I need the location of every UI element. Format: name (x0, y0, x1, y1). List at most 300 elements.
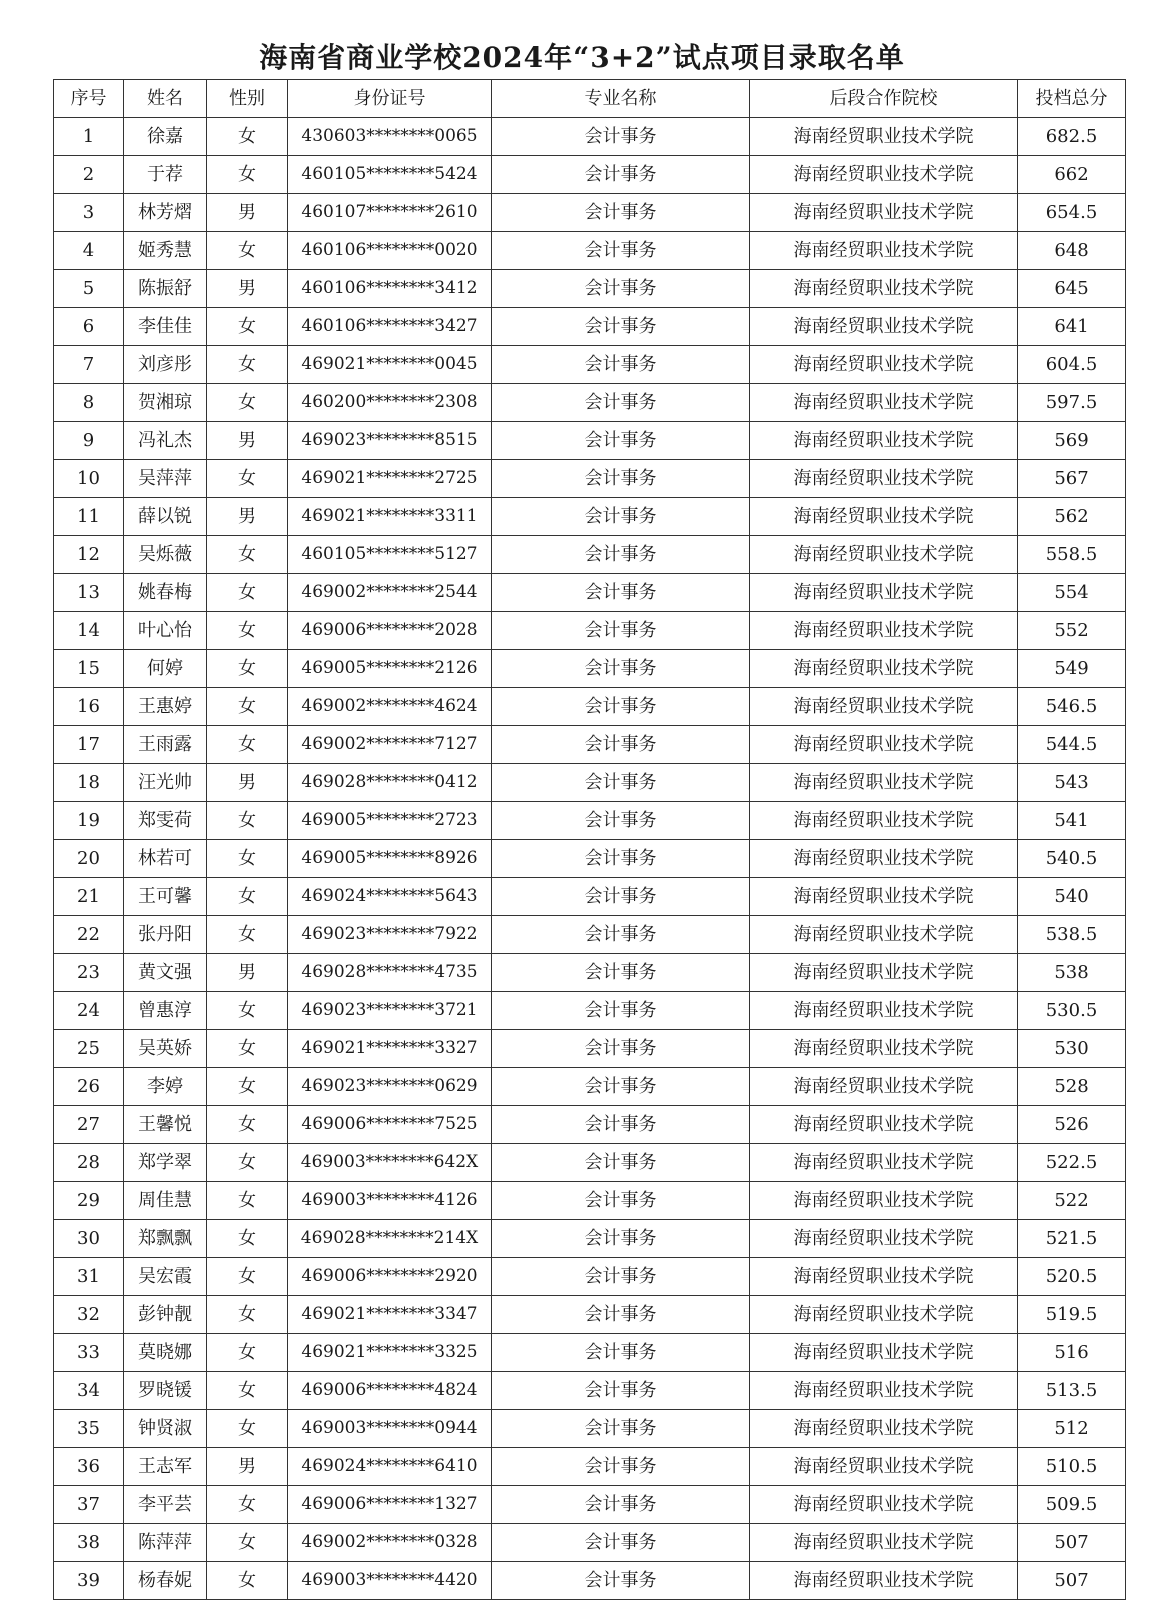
name-cell: 钟贤淑 (124, 1410, 207, 1448)
table-row (54, 460, 1126, 498)
seq-cell: 23 (54, 954, 124, 992)
seq-cell: 15 (54, 650, 124, 688)
id-number-cell: 469002********2544 (288, 574, 492, 612)
major-cell: 会计事务 (492, 916, 750, 954)
score-cell: 509.5 (1018, 1486, 1126, 1524)
gender-cell: 女 (207, 1372, 288, 1410)
seq-cell: 7 (54, 346, 124, 384)
seq-cell: 33 (54, 1334, 124, 1372)
id-number-cell: 469005********2723 (288, 802, 492, 840)
id-number-cell: 469006********7525 (288, 1106, 492, 1144)
score-cell: 512 (1018, 1410, 1126, 1448)
name-cell: 黄文强 (124, 954, 207, 992)
table-row (54, 308, 1126, 346)
score-cell: 562 (1018, 498, 1126, 536)
major-cell: 会计事务 (492, 422, 750, 460)
gender-cell: 女 (207, 1106, 288, 1144)
id-number-cell: 469024********6410 (288, 1448, 492, 1486)
table-header (54, 80, 1126, 118)
major-cell: 会计事务 (492, 1334, 750, 1372)
major-cell: 会计事务 (492, 802, 750, 840)
seq-cell: 4 (54, 232, 124, 270)
name-cell: 王志军 (124, 1448, 207, 1486)
id-number-cell: 469023********0629 (288, 1068, 492, 1106)
major-cell: 会计事务 (492, 1030, 750, 1068)
partner-school-cell: 海南经贸职业技术学院 (750, 1220, 1018, 1258)
score-cell: 558.5 (1018, 536, 1126, 574)
gender-cell: 女 (207, 1562, 288, 1600)
header-id-number: 身份证号 (288, 80, 492, 118)
partner-school-cell: 海南经贸职业技术学院 (750, 1562, 1018, 1600)
seq-cell: 14 (54, 612, 124, 650)
major-cell: 会计事务 (492, 346, 750, 384)
partner-school-cell: 海南经贸职业技术学院 (750, 156, 1018, 194)
table-row (54, 916, 1126, 954)
gender-cell: 女 (207, 1220, 288, 1258)
partner-school-cell: 海南经贸职业技术学院 (750, 1144, 1018, 1182)
score-cell: 567 (1018, 460, 1126, 498)
score-cell: 543 (1018, 764, 1126, 802)
name-cell: 冯礼杰 (124, 422, 207, 460)
name-cell: 吴英娇 (124, 1030, 207, 1068)
gender-cell: 男 (207, 498, 288, 536)
partner-school-cell: 海南经贸职业技术学院 (750, 992, 1018, 1030)
table-row (54, 1486, 1126, 1524)
id-number-cell: 469006********4824 (288, 1372, 492, 1410)
id-number-cell: 469003********642X (288, 1144, 492, 1182)
table-row (54, 1258, 1126, 1296)
major-cell: 会计事务 (492, 612, 750, 650)
name-cell: 徐嘉 (124, 118, 207, 156)
id-number-cell: 469003********0944 (288, 1410, 492, 1448)
gender-cell: 女 (207, 650, 288, 688)
gender-cell: 女 (207, 1524, 288, 1562)
partner-school-cell: 海南经贸职业技术学院 (750, 460, 1018, 498)
table-row (54, 1144, 1126, 1182)
name-cell: 吴萍萍 (124, 460, 207, 498)
seq-cell: 12 (54, 536, 124, 574)
id-number-cell: 469028********0412 (288, 764, 492, 802)
major-cell: 会计事务 (492, 1524, 750, 1562)
gender-cell: 女 (207, 118, 288, 156)
score-cell: 569 (1018, 422, 1126, 460)
id-number-cell: 469006********1327 (288, 1486, 492, 1524)
partner-school-cell: 海南经贸职业技术学院 (750, 346, 1018, 384)
major-cell: 会计事务 (492, 536, 750, 574)
id-number-cell: 469005********8926 (288, 840, 492, 878)
id-number-cell: 469021********3347 (288, 1296, 492, 1334)
id-number-cell: 460106********3427 (288, 308, 492, 346)
table-row (54, 498, 1126, 536)
table-row (54, 764, 1126, 802)
id-number-cell: 469024********5643 (288, 878, 492, 916)
major-cell: 会计事务 (492, 1182, 750, 1220)
score-cell: 522 (1018, 1182, 1126, 1220)
table-row (54, 1448, 1126, 1486)
score-cell: 522.5 (1018, 1144, 1126, 1182)
header-partner-school: 后段合作院校 (750, 80, 1018, 118)
gender-cell: 女 (207, 1144, 288, 1182)
table-row (54, 726, 1126, 764)
id-number-cell: 469021********0045 (288, 346, 492, 384)
gender-cell: 女 (207, 1030, 288, 1068)
gender-cell: 女 (207, 1486, 288, 1524)
id-number-cell: 469002********4624 (288, 688, 492, 726)
major-cell: 会计事务 (492, 726, 750, 764)
header-total-score: 投档总分 (1018, 80, 1126, 118)
name-cell: 曾惠淳 (124, 992, 207, 1030)
gender-cell: 女 (207, 612, 288, 650)
score-cell: 526 (1018, 1106, 1126, 1144)
partner-school-cell: 海南经贸职业技术学院 (750, 1448, 1018, 1486)
seq-cell: 2 (54, 156, 124, 194)
major-cell: 会计事务 (492, 1486, 750, 1524)
name-cell: 叶心怡 (124, 612, 207, 650)
major-cell: 会计事务 (492, 118, 750, 156)
seq-cell: 35 (54, 1410, 124, 1448)
table-row (54, 346, 1126, 384)
gender-cell: 女 (207, 232, 288, 270)
table-row (54, 1182, 1126, 1220)
partner-school-cell: 海南经贸职业技术学院 (750, 498, 1018, 536)
table-row (54, 992, 1126, 1030)
score-cell: 510.5 (1018, 1448, 1126, 1486)
score-cell: 682.5 (1018, 118, 1126, 156)
seq-cell: 19 (54, 802, 124, 840)
seq-cell: 24 (54, 992, 124, 1030)
id-number-cell: 430603********0065 (288, 118, 492, 156)
id-number-cell: 469021********2725 (288, 460, 492, 498)
major-cell: 会计事务 (492, 954, 750, 992)
score-cell: 645 (1018, 270, 1126, 308)
id-number-cell: 469023********8515 (288, 422, 492, 460)
partner-school-cell: 海南经贸职业技术学院 (750, 1030, 1018, 1068)
seq-cell: 38 (54, 1524, 124, 1562)
gender-cell: 女 (207, 156, 288, 194)
major-cell: 会计事务 (492, 232, 750, 270)
gender-cell: 女 (207, 346, 288, 384)
score-cell: 641 (1018, 308, 1126, 346)
partner-school-cell: 海南经贸职业技术学院 (750, 954, 1018, 992)
gender-cell: 女 (207, 802, 288, 840)
seq-cell: 8 (54, 384, 124, 422)
gender-cell: 女 (207, 460, 288, 498)
partner-school-cell: 海南经贸职业技术学院 (750, 1334, 1018, 1372)
score-cell: 538.5 (1018, 916, 1126, 954)
partner-school-cell: 海南经贸职业技术学院 (750, 688, 1018, 726)
name-cell: 姬秀慧 (124, 232, 207, 270)
score-cell: 541 (1018, 802, 1126, 840)
major-cell: 会计事务 (492, 840, 750, 878)
major-cell: 会计事务 (492, 1258, 750, 1296)
seq-cell: 34 (54, 1372, 124, 1410)
gender-cell: 女 (207, 1258, 288, 1296)
name-cell: 林若可 (124, 840, 207, 878)
name-cell: 林芳熠 (124, 194, 207, 232)
gender-cell: 女 (207, 1296, 288, 1334)
partner-school-cell: 海南经贸职业技术学院 (750, 308, 1018, 346)
name-cell: 刘彦彤 (124, 346, 207, 384)
major-cell: 会计事务 (492, 1144, 750, 1182)
seq-cell: 10 (54, 460, 124, 498)
id-number-cell: 469028********4735 (288, 954, 492, 992)
table-row (54, 1220, 1126, 1258)
score-cell: 516 (1018, 1334, 1126, 1372)
name-cell: 王惠婷 (124, 688, 207, 726)
partner-school-cell: 海南经贸职业技术学院 (750, 574, 1018, 612)
score-cell: 554 (1018, 574, 1126, 612)
major-cell: 会计事务 (492, 156, 750, 194)
seq-cell: 17 (54, 726, 124, 764)
partner-school-cell: 海南经贸职业技术学院 (750, 726, 1018, 764)
major-cell: 会计事务 (492, 688, 750, 726)
score-cell: 648 (1018, 232, 1126, 270)
name-cell: 王馨悦 (124, 1106, 207, 1144)
id-number-cell: 469028********214X (288, 1220, 492, 1258)
gender-cell: 男 (207, 194, 288, 232)
major-cell: 会计事务 (492, 1220, 750, 1258)
score-cell: 528 (1018, 1068, 1126, 1106)
table-row (54, 688, 1126, 726)
partner-school-cell: 海南经贸职业技术学院 (750, 840, 1018, 878)
table-row (54, 802, 1126, 840)
major-cell: 会计事务 (492, 384, 750, 422)
score-cell: 507 (1018, 1524, 1126, 1562)
table-row (54, 232, 1126, 270)
partner-school-cell: 海南经贸职业技术学院 (750, 270, 1018, 308)
id-number-cell: 460106********0020 (288, 232, 492, 270)
name-cell: 郑飘飘 (124, 1220, 207, 1258)
gender-cell: 男 (207, 422, 288, 460)
id-number-cell: 469021********3311 (288, 498, 492, 536)
name-cell: 李婷 (124, 1068, 207, 1106)
gender-cell: 女 (207, 574, 288, 612)
partner-school-cell: 海南经贸职业技术学院 (750, 802, 1018, 840)
major-cell: 会计事务 (492, 764, 750, 802)
admission-list-table (53, 79, 1126, 1600)
id-number-cell: 469006********2028 (288, 612, 492, 650)
major-cell: 会计事务 (492, 574, 750, 612)
score-cell: 519.5 (1018, 1296, 1126, 1334)
name-cell: 王雨露 (124, 726, 207, 764)
major-cell: 会计事务 (492, 1562, 750, 1600)
gender-cell: 男 (207, 270, 288, 308)
partner-school-cell: 海南经贸职业技术学院 (750, 1182, 1018, 1220)
score-cell: 604.5 (1018, 346, 1126, 384)
partner-school-cell: 海南经贸职业技术学院 (750, 1486, 1018, 1524)
table-row (54, 1296, 1126, 1334)
table-row (54, 156, 1126, 194)
seq-cell: 26 (54, 1068, 124, 1106)
table-row (54, 1030, 1126, 1068)
name-cell: 姚春梅 (124, 574, 207, 612)
seq-cell: 28 (54, 1144, 124, 1182)
name-cell: 郑雯荷 (124, 802, 207, 840)
partner-school-cell: 海南经贸职业技术学院 (750, 1258, 1018, 1296)
id-number-cell: 469006********2920 (288, 1258, 492, 1296)
seq-cell: 11 (54, 498, 124, 536)
header-name: 姓名 (124, 80, 207, 118)
major-cell: 会计事务 (492, 270, 750, 308)
id-number-cell: 469021********3325 (288, 1334, 492, 1372)
score-cell: 530.5 (1018, 992, 1126, 1030)
table-row (54, 1068, 1126, 1106)
gender-cell: 女 (207, 1334, 288, 1372)
id-number-cell: 469005********2126 (288, 650, 492, 688)
name-cell: 吴烁薇 (124, 536, 207, 574)
major-cell: 会计事务 (492, 650, 750, 688)
seq-cell: 18 (54, 764, 124, 802)
gender-cell: 女 (207, 536, 288, 574)
seq-cell: 39 (54, 1562, 124, 1600)
name-cell: 吴宏霞 (124, 1258, 207, 1296)
table-row (54, 1410, 1126, 1448)
name-cell: 彭钟靓 (124, 1296, 207, 1334)
table-row (54, 574, 1126, 612)
partner-school-cell: 海南经贸职业技术学院 (750, 232, 1018, 270)
partner-school-cell: 海南经贸职业技术学院 (750, 878, 1018, 916)
partner-school-cell: 海南经贸职业技术学院 (750, 1296, 1018, 1334)
id-number-cell: 460106********3412 (288, 270, 492, 308)
score-cell: 662 (1018, 156, 1126, 194)
partner-school-cell: 海南经贸职业技术学院 (750, 536, 1018, 574)
table-row (54, 650, 1126, 688)
table-row (54, 612, 1126, 650)
id-number-cell: 469021********3327 (288, 1030, 492, 1068)
name-cell: 张丹阳 (124, 916, 207, 954)
score-cell: 597.5 (1018, 384, 1126, 422)
table-row (54, 954, 1126, 992)
name-cell: 李平芸 (124, 1486, 207, 1524)
major-cell: 会计事务 (492, 1372, 750, 1410)
major-cell: 会计事务 (492, 1448, 750, 1486)
score-cell: 546.5 (1018, 688, 1126, 726)
table-row (54, 422, 1126, 460)
gender-cell: 男 (207, 954, 288, 992)
id-number-cell: 469002********7127 (288, 726, 492, 764)
seq-cell: 5 (54, 270, 124, 308)
seq-cell: 3 (54, 194, 124, 232)
score-cell: 530 (1018, 1030, 1126, 1068)
table-row (54, 878, 1126, 916)
major-cell: 会计事务 (492, 308, 750, 346)
seq-cell: 27 (54, 1106, 124, 1144)
name-cell: 周佳慧 (124, 1182, 207, 1220)
partner-school-cell: 海南经贸职业技术学院 (750, 1410, 1018, 1448)
major-cell: 会计事务 (492, 194, 750, 232)
seq-cell: 20 (54, 840, 124, 878)
table-row (54, 1562, 1126, 1600)
major-cell: 会计事务 (492, 878, 750, 916)
name-cell: 罗晓锾 (124, 1372, 207, 1410)
table-row (54, 194, 1126, 232)
partner-school-cell: 海南经贸职业技术学院 (750, 194, 1018, 232)
gender-cell: 女 (207, 688, 288, 726)
name-cell: 王可馨 (124, 878, 207, 916)
score-cell: 654.5 (1018, 194, 1126, 232)
seq-cell: 31 (54, 1258, 124, 1296)
name-cell: 莫晓娜 (124, 1334, 207, 1372)
name-cell: 陈萍萍 (124, 1524, 207, 1562)
score-cell: 540.5 (1018, 840, 1126, 878)
table-row (54, 1334, 1126, 1372)
table-row (54, 1372, 1126, 1410)
score-cell: 521.5 (1018, 1220, 1126, 1258)
table-row (54, 384, 1126, 422)
id-number-cell: 460107********2610 (288, 194, 492, 232)
seq-cell: 36 (54, 1448, 124, 1486)
seq-cell: 22 (54, 916, 124, 954)
seq-cell: 29 (54, 1182, 124, 1220)
score-cell: 520.5 (1018, 1258, 1126, 1296)
seq-cell: 13 (54, 574, 124, 612)
gender-cell: 女 (207, 1068, 288, 1106)
table-row (54, 270, 1126, 308)
table-body (54, 118, 1126, 1600)
table-row (54, 1524, 1126, 1562)
id-number-cell: 460200********2308 (288, 384, 492, 422)
header-major: 专业名称 (492, 80, 750, 118)
score-cell: 513.5 (1018, 1372, 1126, 1410)
id-number-cell: 460105********5424 (288, 156, 492, 194)
id-number-cell: 469002********0328 (288, 1524, 492, 1562)
id-number-cell: 460105********5127 (288, 536, 492, 574)
header-gender: 性别 (207, 80, 288, 118)
score-cell: 538 (1018, 954, 1126, 992)
partner-school-cell: 海南经贸职业技术学院 (750, 650, 1018, 688)
gender-cell: 女 (207, 1410, 288, 1448)
gender-cell: 女 (207, 1182, 288, 1220)
seq-cell: 32 (54, 1296, 124, 1334)
name-cell: 李佳佳 (124, 308, 207, 346)
partner-school-cell: 海南经贸职业技术学院 (750, 1524, 1018, 1562)
name-cell: 何婷 (124, 650, 207, 688)
header-seq: 序号 (54, 80, 124, 118)
score-cell: 540 (1018, 878, 1126, 916)
gender-cell: 女 (207, 916, 288, 954)
major-cell: 会计事务 (492, 1410, 750, 1448)
name-cell: 郑学翠 (124, 1144, 207, 1182)
name-cell: 贺湘琼 (124, 384, 207, 422)
id-number-cell: 469023********3721 (288, 992, 492, 1030)
table-row (54, 1106, 1126, 1144)
major-cell: 会计事务 (492, 992, 750, 1030)
table-row (54, 840, 1126, 878)
major-cell: 会计事务 (492, 460, 750, 498)
document-title: 海南省商业学校2024年“3+2”试点项目录取名单 (259, 41, 905, 74)
seq-cell: 37 (54, 1486, 124, 1524)
name-cell: 于荐 (124, 156, 207, 194)
seq-cell: 1 (54, 118, 124, 156)
partner-school-cell: 海南经贸职业技术学院 (750, 916, 1018, 954)
partner-school-cell: 海南经贸职业技术学院 (750, 422, 1018, 460)
name-cell: 杨春妮 (124, 1562, 207, 1600)
gender-cell: 女 (207, 384, 288, 422)
partner-school-cell: 海南经贸职业技术学院 (750, 612, 1018, 650)
gender-cell: 男 (207, 764, 288, 802)
header-row (54, 80, 1126, 118)
partner-school-cell: 海南经贸职业技术学院 (750, 1068, 1018, 1106)
table-row (54, 536, 1126, 574)
score-cell: 549 (1018, 650, 1126, 688)
gender-cell: 女 (207, 840, 288, 878)
id-number-cell: 469003********4420 (288, 1562, 492, 1600)
gender-cell: 女 (207, 878, 288, 916)
partner-school-cell: 海南经贸职业技术学院 (750, 1106, 1018, 1144)
score-cell: 544.5 (1018, 726, 1126, 764)
seq-cell: 6 (54, 308, 124, 346)
gender-cell: 女 (207, 992, 288, 1030)
